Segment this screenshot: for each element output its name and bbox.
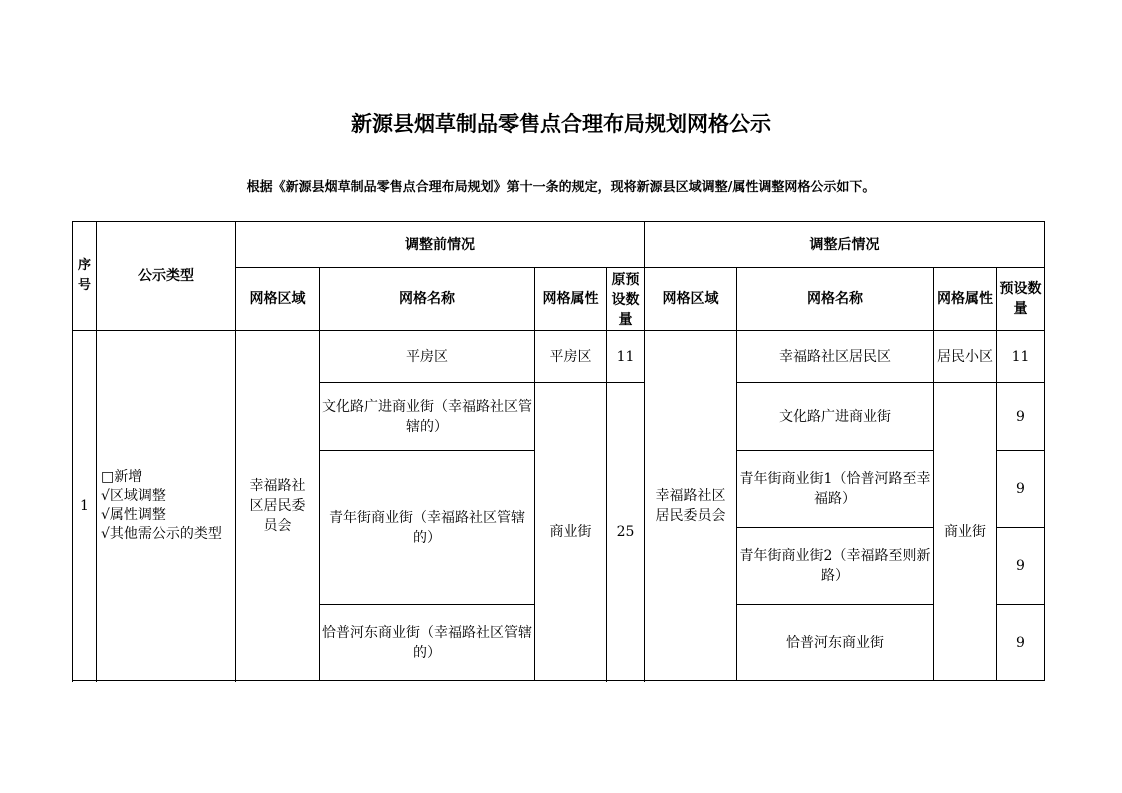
type-new: □新增 [101, 468, 143, 485]
after-attr-2: 商业街 [934, 383, 997, 681]
after-name-1: 幸福路社区居民区 [737, 331, 934, 383]
after-name-4: 青年街商业街2（幸福路至则新路） [737, 528, 934, 605]
type-checklist [97, 331, 236, 681]
header-before-region: 网格区域 [236, 268, 320, 331]
after-name-5: 恰普河东商业街 [737, 605, 934, 681]
header-after-count: 预设数量 [997, 268, 1045, 331]
after-count-1: 11 [997, 331, 1045, 383]
header-after-region: 网格区域 [645, 268, 737, 331]
header-after-name: 网格名称 [737, 268, 934, 331]
grid-table [72, 221, 1045, 681]
before-name-1: 平房区 [320, 331, 535, 383]
header-after-attr: 网格属性 [934, 268, 997, 331]
type-other: √其他需公示的类型 [101, 525, 222, 542]
before-region: 幸福路社区居民委员会 [236, 331, 320, 681]
after-attr-1: 居民小区 [934, 331, 997, 383]
type-attr-adjust: √属性调整 [101, 506, 166, 523]
before-count-1: 11 [607, 331, 645, 383]
header-type: 公示类型 [97, 222, 236, 331]
after-count-3: 9 [997, 451, 1045, 528]
page-subtitle: 根据《新源县烟草制品零售点合理布局规划》第十一条的规定，现将新源县区域调整/属性调整网格公示如下。 [246, 180, 876, 195]
after-name-3: 青年街商业街1（恰普河路至幸福路） [737, 451, 934, 528]
header-before: 调整前情况 [236, 222, 645, 268]
header-before-attr: 网格属性 [535, 268, 607, 331]
after-name-2: 文化路广进商业街 [737, 383, 934, 451]
before-count-2: 25 [607, 383, 645, 681]
before-name-4: 恰普河东商业街（幸福路社区管辖的） [320, 605, 535, 681]
type-region-adjust: √区域调整 [101, 487, 166, 504]
before-name-3: 青年街商业街（幸福路社区管辖的） [320, 451, 535, 605]
header-before-count: 原预设数量 [607, 268, 645, 331]
after-count-5: 9 [997, 605, 1045, 681]
page-title: 新源县烟草制品零售点合理布局规划网格公示 [351, 112, 771, 136]
before-attr-2: 商业街 [535, 383, 607, 681]
before-attr-1: 平房区 [535, 331, 607, 383]
header-after: 调整后情况 [645, 222, 1045, 268]
after-count-4: 9 [997, 528, 1045, 605]
after-region: 幸福路社区居民委员会 [645, 331, 737, 681]
after-count-2: 9 [997, 383, 1045, 451]
header-seq: 序号 [73, 222, 97, 331]
row-seq: 1 [73, 331, 97, 681]
header-before-name: 网格名称 [320, 268, 535, 331]
before-name-2: 文化路广进商业街（幸福路社区管辖的） [320, 383, 535, 451]
